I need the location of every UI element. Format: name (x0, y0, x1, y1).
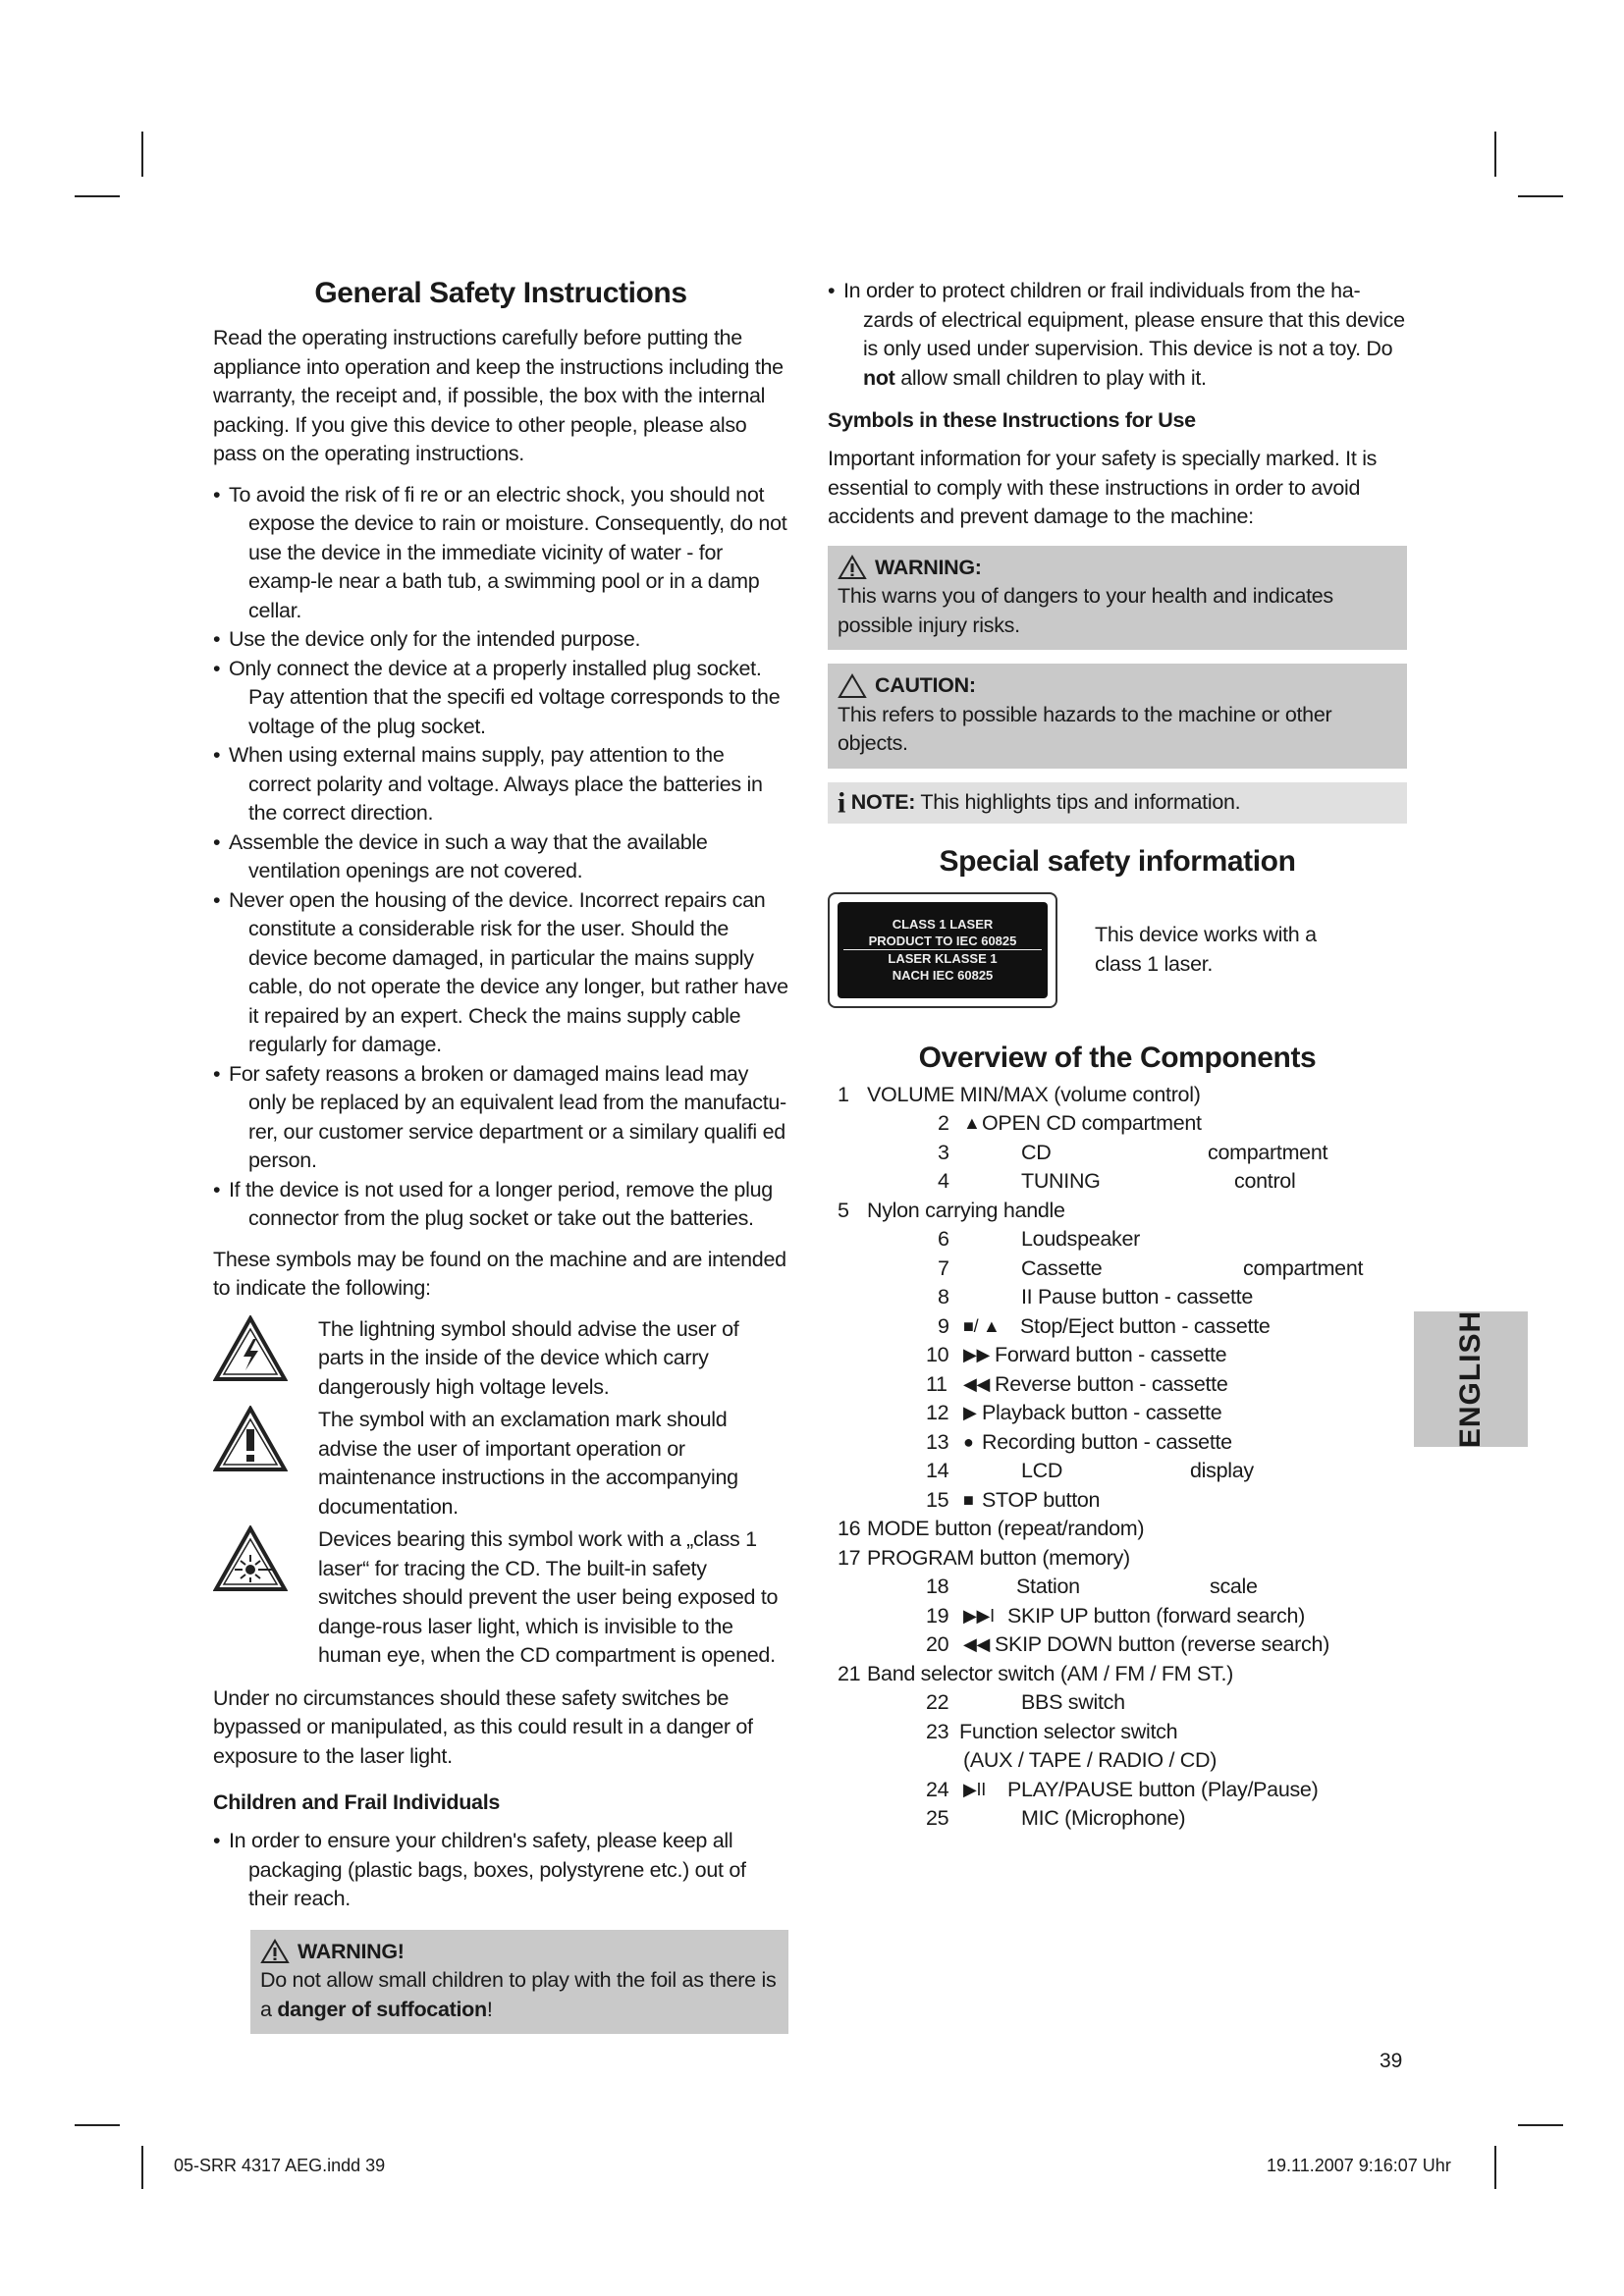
symbols-paragraph: Important information for your safety is specially marked. It is essential to comply with these instructions in order to avoid accidents and prevent damage to the machine: (828, 447, 1378, 528)
component-item (828, 1457, 1407, 1486)
component-label: Forward button - cassette (995, 1343, 1227, 1367)
component-symbol-icon: ▲ (963, 1113, 981, 1134)
component-number: 10 (926, 1343, 949, 1367)
component-label: Reverse button - cassette (995, 1371, 1228, 1396)
component-item (828, 1428, 1407, 1458)
laser-class-label (828, 892, 1057, 1008)
component-number: 12 (926, 1401, 949, 1425)
laser-symbol-text: Devices bearing this symbol work with a „class 1 laser“ for tracing the CD. The built-in safety switches should prevent the user being exposed to dange-rous laser light, which is invisible to the human eye, when the CD compartment is opened. (318, 1527, 779, 1667)
component-number: 11 (926, 1371, 947, 1396)
caution-box-label: CAUTION: (875, 673, 976, 697)
component-label: MODE button (repeat/random) (867, 1517, 1145, 1541)
safety-bullet: • Only connect the device at a properly installed plug socket. Pay attention that the specifi ed voltage corresponds to the voltage of the plug socket. (213, 655, 788, 742)
component-item (828, 1630, 1407, 1660)
component-item (828, 1688, 1407, 1718)
component-label: CD (1021, 1140, 1052, 1164)
component-symbol-icon: ▶II (963, 1779, 986, 1799)
component-label-suffix: scale (1210, 1575, 1258, 1599)
safety-switches-paragraph: Under no circumstances should these safety switches be bypassed or manipulated, as this could result in a danger of exposure to the laser light. (213, 1685, 753, 1768)
component-number: 1 (838, 1082, 849, 1106)
component-label-suffix: control (1234, 1169, 1296, 1194)
component-label: Nylon carrying handle (867, 1198, 1065, 1222)
component-number: 7 (938, 1255, 949, 1280)
component-number: 4 (938, 1169, 949, 1194)
component-item (828, 1139, 1407, 1168)
component-item (828, 1718, 1407, 1747)
safety-bullet: • Assemble the device in such a way that the available ventilation openings are not covered. (213, 828, 788, 886)
component-item (828, 1544, 1407, 1574)
component-item (828, 1109, 1407, 1139)
safety-bullet: • When using external mains supply, pay attention to the correct polarity and voltage. Always place the batteries in the correct direction. (213, 741, 788, 828)
component-label: Recording button - cassette (982, 1429, 1232, 1454)
crop-mark (1518, 2124, 1563, 2126)
component-item (828, 1776, 1407, 1805)
component-symbol-icon: ◀◀ (963, 1634, 991, 1655)
component-symbol-icon: ● (963, 1431, 974, 1452)
warning-label: WARNING! (298, 1939, 405, 1963)
component-label: OPEN CD compartment (982, 1111, 1202, 1136)
component-symbol-icon: ◀◀ (963, 1373, 991, 1394)
laser-triangle-icon (213, 1525, 294, 1671)
component-label: Playback button - cassette (982, 1401, 1222, 1425)
crop-mark (141, 2146, 143, 2189)
safety-bullet: • To avoid the risk of fi re or an electric shock, you should not expose the device to rain or moisture. Consequently, do not use the device in the immediate vicinity of water - for examp-le near a bath tub, a swimming pool or in a damp cellar. (213, 481, 788, 626)
component-item (828, 1197, 1407, 1226)
component-item (828, 1255, 1407, 1284)
note-text: This highlights tips and information. (915, 789, 1241, 814)
component-item (828, 1573, 1407, 1602)
component-number: 6 (938, 1227, 949, 1252)
component-number: 21 (838, 1661, 861, 1685)
component-label: STOP button (982, 1487, 1101, 1512)
components-list (828, 1081, 1407, 1834)
caution-box (828, 664, 1407, 769)
component-label: MIC (Microphone) (1021, 1806, 1186, 1831)
component-label: Cassette (1021, 1255, 1103, 1280)
left-column (213, 277, 788, 2034)
crop-mark (75, 2124, 120, 2126)
component-number: 16 (838, 1517, 861, 1541)
component-number: 18 (926, 1575, 949, 1599)
note-box (828, 782, 1407, 824)
component-item (828, 1602, 1407, 1631)
component-label-suffix: compartment (1208, 1140, 1328, 1164)
children-bullet-list (213, 1827, 788, 1914)
component-label: II Pause button - cassette (1021, 1285, 1254, 1309)
warning-box (828, 546, 1407, 651)
component-number: 3 (938, 1140, 949, 1164)
intro-paragraph: Read the operating instructions carefully before putting the appliance into operation and keep the instructions including the warranty, the receipt and, if possible, the box with the internal packing. If you give this device to other people, please also pass on the operating instructions. (213, 326, 784, 465)
laser-label-line: LASER KLASSE 1 (888, 951, 998, 967)
exclamation-triangle-icon (213, 1406, 294, 1522)
exclamation-symbol-row (213, 1406, 788, 1522)
laser-class-text: This device works with a class 1 laser. (1095, 923, 1317, 976)
component-number: 22 (926, 1690, 949, 1715)
component-label: LCD (1021, 1459, 1063, 1483)
component-label: VOLUME MIN/MAX (volume control) (867, 1082, 1201, 1106)
component-label-suffix: display (1190, 1459, 1254, 1483)
component-number: 5 (838, 1198, 849, 1222)
crop-mark (1494, 2146, 1496, 2189)
laser-section (828, 892, 1407, 1008)
component-label: BBS switch (1021, 1690, 1125, 1715)
safety-bullet: • For safety reasons a broken or damaged mains lead may only be replaced by an equivalent lead from the manufactu-rer, our customer service department or a similary qualifi ed person. (213, 1060, 788, 1176)
crop-mark (1494, 132, 1496, 177)
language-tab: ENGLISH (1414, 1311, 1528, 1447)
component-number: 20 (926, 1632, 949, 1657)
exclamation-symbol-text: The symbol with an exclamation mark should advise the user of important operation or maintenance instructions in the accompanying documentation. (318, 1408, 738, 1519)
component-number: 8 (938, 1285, 949, 1309)
component-item (828, 1370, 1407, 1400)
lightning-symbol-text: The lightning symbol should advise the user of parts in the inside of the device which carry dangerously high voltage levels. (318, 1316, 739, 1399)
component-number: 2 (938, 1111, 949, 1136)
component-number: 15 (926, 1487, 949, 1512)
children-heading: Children and Frail Individuals (213, 1790, 501, 1814)
component-symbol-icon: ■/ ▲ (963, 1315, 1001, 1336)
component-label: SKIP DOWN button (reverse search) (995, 1632, 1329, 1657)
warning-triangle-icon (260, 1939, 290, 1964)
component-item (828, 1399, 1407, 1428)
warning-box-head (838, 554, 1397, 583)
laser-label-line: NACH IEC 60825 (892, 968, 994, 984)
component-item (828, 1804, 1407, 1834)
component-item (828, 1283, 1407, 1312)
component-label: SKIP UP button (forward search) (1007, 1603, 1305, 1628)
component-item (828, 1167, 1407, 1197)
component-label: TUNING (1021, 1169, 1101, 1194)
component-label: Loudspeaker (1021, 1227, 1141, 1252)
component-number: 19 (926, 1603, 949, 1628)
warning-box-text: This warns you of dangers to your health and indicates possible injury risks. (838, 584, 1333, 637)
symbols-heading: Symbols in these Instructions for Use (828, 408, 1196, 432)
crop-mark (141, 132, 143, 177)
component-number: 9 (938, 1313, 949, 1338)
note-label: NOTE: (850, 789, 916, 814)
children-bullet: • In order to ensure your children's safety, please keep all packaging (plastic bags, boxes, polystyrene etc.) out of their reach. (213, 1827, 788, 1914)
footer-timestamp: 19.11.2007 9:16:07 Uhr (1267, 2156, 1451, 2175)
warning-triangle-icon (838, 555, 867, 580)
lightning-symbol-row (213, 1315, 788, 1403)
component-label: Function selector switch (959, 1719, 1178, 1743)
component-item (828, 1081, 1407, 1110)
component-symbol-icon: ■ (963, 1489, 974, 1510)
component-item (828, 1225, 1407, 1255)
overview-title: Overview of the Components (918, 1041, 1317, 1074)
component-label: (AUX / TAPE / RADIO / CD) (963, 1748, 1218, 1773)
component-number: 13 (926, 1429, 949, 1454)
component-item (828, 1515, 1407, 1544)
right-column (828, 277, 1407, 1834)
laser-symbol-row (213, 1525, 788, 1671)
component-number: 24 (926, 1777, 949, 1801)
crop-mark (1518, 195, 1563, 197)
component-item (828, 1486, 1407, 1516)
component-number: 17 (838, 1545, 861, 1570)
component-item (828, 1341, 1407, 1370)
footer-file-info: 05-SRR 4317 AEG.indd 39 (174, 2156, 386, 2175)
page-number: 39 (1380, 2050, 1403, 2072)
special-safety-title: Special safety information (939, 844, 1296, 878)
warning-head (260, 1938, 779, 1967)
component-label: Station (1016, 1575, 1080, 1599)
component-symbol-icon: ▶▶ (963, 1345, 991, 1365)
caution-box-head (838, 671, 1397, 701)
component-item (828, 1660, 1407, 1689)
safety-bullet-list (213, 481, 788, 1234)
component-number: 23 (926, 1719, 949, 1743)
safety-bullet: • Never open the housing of the device. Incorrect repairs can constitute a considerable risk for the user. Should the device become damaged, in particular the mains supply cable, do not operate the device any longer, but rather have it repaired by an expert. Check the mains supply cable regularly for damage. (213, 886, 788, 1060)
safety-bullet: • If the device is not used for a longer period, remove the plug connector from the plug socket or take out the batteries. (213, 1176, 788, 1234)
warning-box-label: WARNING: (875, 555, 982, 579)
component-symbol-icon: ▶ (963, 1403, 977, 1423)
safety-bullet: • Use the device only for the intended purpose. (213, 625, 788, 655)
symbols-intro: These symbols may be found on the machine and are intended to indicate the following: (213, 1247, 786, 1300)
component-item (828, 1312, 1407, 1342)
info-icon: i (838, 786, 846, 820)
component-number: 25 (926, 1806, 949, 1831)
laser-label-line: PRODUCT TO IEC 60825 (868, 934, 1017, 949)
component-label: Stop/Eject button - cassette (1020, 1313, 1271, 1338)
caution-box-text: This refers to possible hazards to the machine or other objects. (838, 702, 1332, 755)
warning-text: Do not allow small children to play with the foil as there is a danger of suffocation! (260, 1968, 777, 2021)
component-symbol-icon: ▶▶I (963, 1605, 995, 1626)
frail-bullet: • In order to protect children or frail individuals from the ha-zards of electrical equipment, please ensure that this device is only used under supervision. This device is not a toy. Do not allow small children to play with it. (828, 277, 1407, 393)
component-label: PLAY/PAUSE button (Play/Pause) (1007, 1777, 1319, 1801)
crop-mark (75, 195, 120, 197)
frail-bullet-list (828, 277, 1407, 393)
caution-triangle-icon (838, 673, 867, 699)
component-label-suffix: compartment (1243, 1255, 1364, 1280)
component-number: 14 (926, 1459, 949, 1483)
general-safety-title: General Safety Instructions (314, 277, 687, 309)
laser-label-line: CLASS 1 LASER (892, 917, 994, 933)
lightning-triangle-icon (213, 1315, 294, 1403)
suffocation-warning-box (250, 1930, 788, 2035)
component-label: Band selector switch (AM / FM / FM ST.) (867, 1661, 1233, 1685)
component-item (828, 1746, 1407, 1776)
component-label: PROGRAM button (memory) (867, 1545, 1130, 1570)
